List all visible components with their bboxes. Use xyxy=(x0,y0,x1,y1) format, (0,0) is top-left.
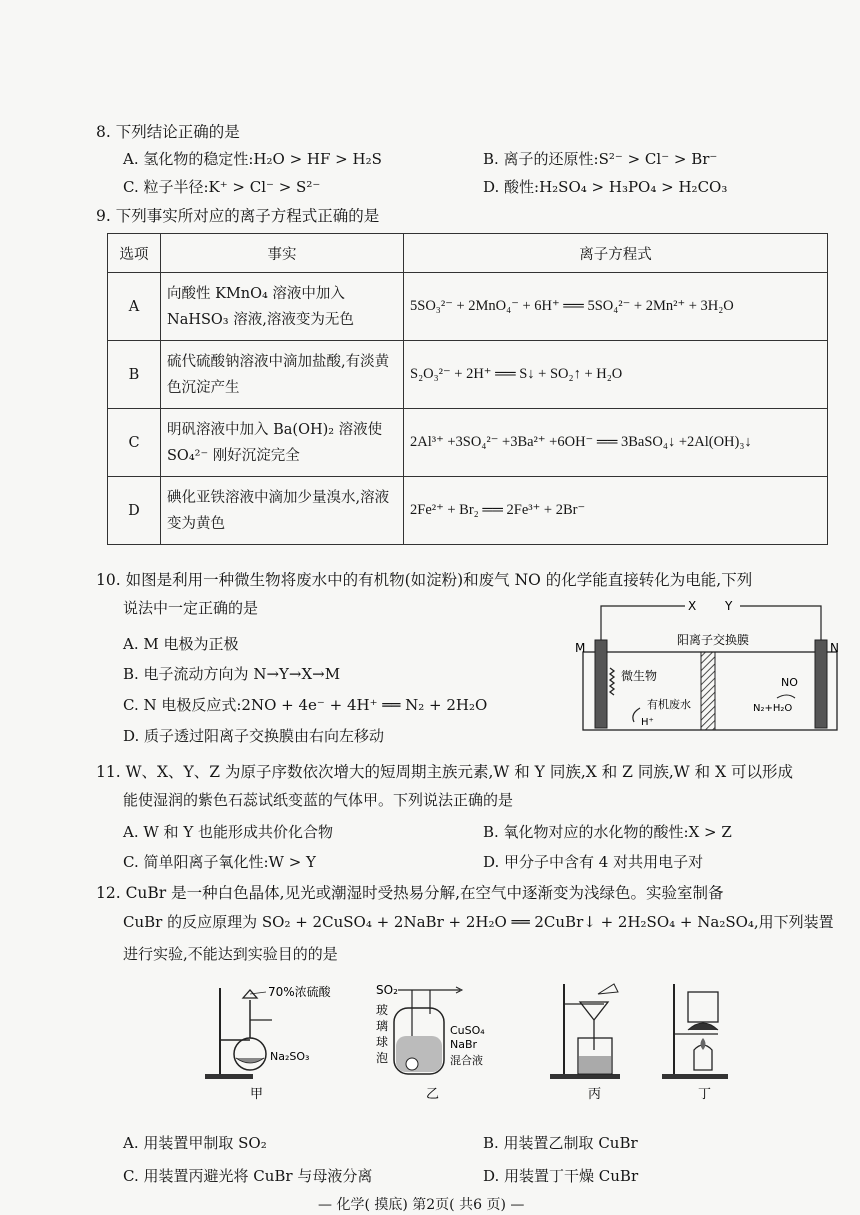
q9-stem: 9. 下列事实所对应的离子方程式正确的是 xyxy=(96,207,380,225)
label-yi: 乙 xyxy=(426,1087,440,1102)
label-x: X xyxy=(688,599,697,613)
label-bulb-3: 球 xyxy=(376,1035,389,1049)
apparatus-diagram xyxy=(180,978,740,1108)
q12-stem-line1: 12. CuBr 是一种白色晶体,见光或潮湿时受热易分解,在空气中逐渐变为浅绿色。实验室制备 xyxy=(96,884,724,902)
row-fact: 向酸性 KMnO₄ 溶液中加入 NaHSO₃ 溶液,溶液变为无色 xyxy=(161,273,404,341)
label-so2: SO₂ xyxy=(376,983,398,997)
label-bulb-1: 玻 xyxy=(376,1003,389,1017)
q10-option-a: A. M 电极为正极 xyxy=(123,635,239,653)
q10-option-b: B. 电子流动方向为 N→Y→X→M xyxy=(123,665,341,683)
electrode-m xyxy=(595,640,607,728)
label-cuso4: CuSO₄ xyxy=(450,1024,485,1037)
label-membrane: 阳离子交换膜 xyxy=(677,633,750,647)
q12-stem-line2: CuBr 的反应原理为 SO₂ + 2CuSO₄ + 2NaBr + 2H₂O ══ 2CuBr↓ + 2H₂SO₄ + Na₂SO₄,用下列装置 xyxy=(123,913,834,931)
header-equation: 离子方程式 xyxy=(404,234,828,273)
label-mix: 混合液 xyxy=(450,1054,483,1067)
row-equation: S₂O₃²⁻ + 2H⁺ ══ S↓ + SO₂↑ + H₂O xyxy=(404,341,828,409)
row-option: B xyxy=(108,341,161,409)
q12-option-d: D. 用装置丁干燥 CuBr xyxy=(483,1167,639,1185)
q10-stem-line1: 10. 如图是利用一种微生物将废水中的有机物(如淀粉)和废气 NO 的化学能直接转化为电能,下列 xyxy=(96,571,753,589)
label-waste-water: 有机废水 xyxy=(647,698,691,711)
label-na2so3: Na₂SO₃ xyxy=(270,1050,310,1063)
q11-option-b: B. 氧化物对应的水化物的酸性:X > Z xyxy=(483,823,732,841)
curved-arrow-icon xyxy=(777,695,795,698)
label-n2-h2o: N₂+H₂O xyxy=(753,703,793,714)
row-option: D xyxy=(108,477,161,545)
fuel-cell-diagram xyxy=(565,594,850,744)
q12-option-c: C. 用装置丙避光将 CuBr 与母液分离 xyxy=(123,1167,373,1185)
q11-option-d: D. 甲分子中含有 4 对共用电子对 xyxy=(483,853,704,871)
row-equation: 5SO₃²⁻ + 2MnO₄⁻ + 6H⁺ ══ 5SO₄²⁻ + 2Mn²⁺ + 3H₂O xyxy=(404,273,828,341)
table-row xyxy=(108,409,828,477)
q11-option-a: A. W 和 Y 也能形成共价化合物 xyxy=(123,823,333,841)
q11-option-c: C. 简单阳离子氧化性:W > Y xyxy=(123,853,316,871)
q8-option-c: C. 粒子半径:K⁺ > Cl⁻ > S²⁻ xyxy=(123,178,321,196)
q11-stem-line1: 11. W、X、Y、Z 为原子序数依次增大的短周期主族元素,W 和 Y 同族,X 和 Z 同族,W 和 X 可以形成 xyxy=(96,763,794,781)
apparatus-ding xyxy=(662,984,728,1102)
header-fact: 事实 xyxy=(161,234,404,273)
electrode-n xyxy=(815,640,827,728)
label-bing: 丙 xyxy=(588,1087,602,1102)
row-equation: 2Al³⁺ +3SO₄²⁻ +3Ba²⁺ +6OH⁻ ══ 3BaSO₄↓ +2Al(OH)₃↓ xyxy=(404,409,828,477)
q11-stem-line2: 能使湿润的紫色石蕊试纸变蓝的气体甲。下列说法正确的是 xyxy=(123,791,514,809)
apparatus-jia xyxy=(205,984,332,1102)
label-ding: 丁 xyxy=(698,1087,712,1102)
label-hplus: H⁺ xyxy=(641,717,654,728)
label-jia: 甲 xyxy=(250,1087,264,1102)
page-footer: — 化学( 摸底) 第2页( 共6 页) — xyxy=(318,1197,525,1213)
q8-option-a: A. 氢化物的稳定性:H₂O > HF > H₂S xyxy=(123,150,382,168)
row-fact: 碘化亚铁溶液中滴加少量溴水,溶液变为黄色 xyxy=(161,477,404,545)
row-fact: 明矾溶液中加入 Ba(OH)₂ 溶液使 SO₄²⁻ 刚好沉淀完全 xyxy=(161,409,404,477)
apparatus-yi xyxy=(376,983,485,1102)
row-fact: 硫代硫酸钠溶液中滴加盐酸,有淡黄色沉淀产生 xyxy=(161,341,404,409)
curved-arrow-icon xyxy=(633,708,640,722)
label-acid: 70%浓硫酸 xyxy=(268,985,331,999)
q10-option-d: D. 质子透过阳离子交换膜由右向左移动 xyxy=(123,727,385,745)
cation-exchange-membrane xyxy=(701,652,715,730)
label-bulb-4: 泡 xyxy=(376,1051,389,1065)
q8-option-b: B. 离子的还原性:S²⁻ > Cl⁻ > Br⁻ xyxy=(483,150,718,168)
apparatus-bing xyxy=(550,984,620,1102)
label-y: Y xyxy=(725,599,733,613)
row-equation: 2Fe²⁺ + Br₂ ══ 2Fe³⁺ + 2Br⁻ xyxy=(404,477,828,545)
q8-option-d: D. 酸性:H₂SO₄ > H₃PO₄ > H₂CO₃ xyxy=(483,178,728,196)
microbe-icon xyxy=(610,668,614,695)
row-option: C xyxy=(108,409,161,477)
table-row xyxy=(108,477,828,545)
ion-equation-table xyxy=(107,233,828,545)
table-row xyxy=(108,273,828,341)
q10-stem-line2: 说法中一定正确的是 xyxy=(123,599,259,617)
q12-option-b: B. 用装置乙制取 CuBr xyxy=(483,1134,638,1152)
q12-option-a: A. 用装置甲制取 SO₂ xyxy=(123,1134,267,1152)
label-m: M xyxy=(575,641,586,655)
q8-stem: 8. 下列结论正确的是 xyxy=(96,123,240,141)
header-option: 选项 xyxy=(108,234,161,273)
row-option: A xyxy=(108,273,161,341)
label-bulb-2: 璃 xyxy=(376,1019,389,1033)
label-nabr: NaBr xyxy=(450,1038,478,1051)
table-row xyxy=(108,341,828,409)
label-no: NO xyxy=(781,676,798,689)
label-n: N xyxy=(830,641,839,655)
label-microbe: 微生物 xyxy=(621,669,658,683)
table-header-row xyxy=(108,234,828,273)
q12-stem-line3: 进行实验,不能达到实验目的的是 xyxy=(123,945,338,963)
q10-option-c: C. N 电极反应式:2NO + 4e⁻ + 4H⁺ ══ N₂ + 2H₂O xyxy=(123,696,488,714)
